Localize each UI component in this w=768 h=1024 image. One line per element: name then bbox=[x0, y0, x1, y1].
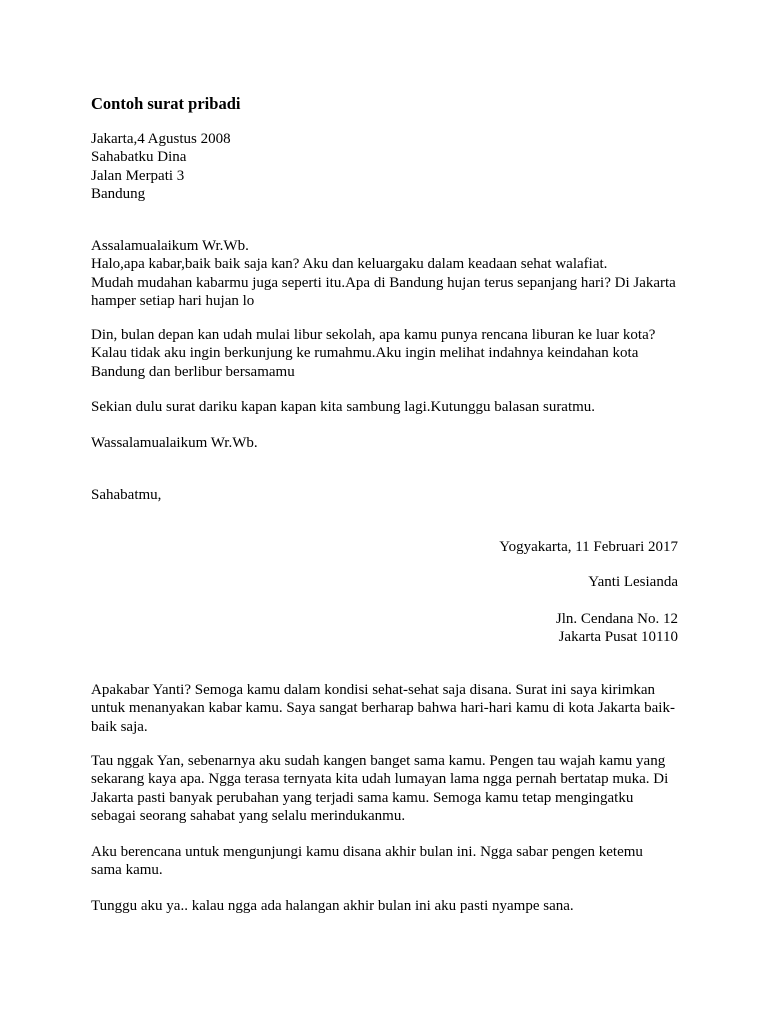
letter2-paragraph-1 bbox=[91, 681, 691, 736]
letter2-paragraph-line: Tunggu aku ya.. kalau ngga ada halangan akhir bulan ini aku pasti nyampe sana. bbox=[91, 898, 574, 914]
letter2-paragraph-line: sebagai seorang sahabat yang selalu merindukanmu. bbox=[91, 808, 406, 825]
letter1-city-line: Bandung bbox=[91, 186, 146, 203]
letter2-paragraph-line: Apakabar Yanti? Semoga kamu dalam kondisi sehat-sehat saja disana. Surat ini saya kirimkan bbox=[91, 682, 656, 698]
letter2-paragraph-2 bbox=[91, 752, 691, 826]
letter1-closing-greeting: Wassalamualaikum Wr.Wb. bbox=[91, 435, 258, 451]
letter2-paragraph-line: Tau nggak Yan, sebenarnya aku sudah kangen banget sama kamu. Pengen tau wajah kamu yang bbox=[91, 753, 666, 769]
letter1-signoff bbox=[91, 486, 691, 504]
letter1-paragraph-line: Sekian dulu surat dariku kapan kapan kita sambung lagi.Kutunggu balasan suratmu. bbox=[91, 399, 596, 415]
letter2-address bbox=[556, 610, 678, 647]
letter1-paragraph-line: Kalau tidak aku ingin berkunjung ke rumahmu.Aku ingin melihat indahnya keindahan kota bbox=[91, 345, 639, 362]
letter2-recipient bbox=[588, 573, 678, 591]
letter1-opening-line: Halo,apa kabar,baik baik saja kan? Aku dan keluargaku dalam keadaan sehat walafiat. bbox=[91, 256, 608, 273]
letter2-recipient-name: Yanti Lesianda bbox=[588, 574, 678, 590]
letter1-paragraph-3 bbox=[91, 398, 691, 416]
letter1-paragraph-2 bbox=[91, 326, 691, 381]
letter2-paragraph-line: Aku berencana untuk mengunjungi kamu disana akhir bulan ini. Ngga sabar pengen ketemu bbox=[91, 844, 643, 860]
letter2-date-line: Yogyakarta, 11 Februari 2017 bbox=[499, 539, 678, 555]
letter2-address-line: Jln. Cendana No. 12 bbox=[555, 611, 678, 627]
letter2-date bbox=[499, 538, 678, 556]
letter1-greeting: Assalamualaikum Wr.Wb. bbox=[91, 238, 249, 254]
letter1-street-line: Jalan Merpati 3 bbox=[91, 167, 185, 184]
letter2-paragraph-line: sekarang kaya apa. Ngga terasa ternyata kita udah lumayan lama ngga pernah bertatap muka. Di bbox=[91, 771, 669, 788]
letter2-paragraph-4 bbox=[91, 897, 691, 915]
letter2-address-line: Jakarta Pusat 10110 bbox=[558, 629, 678, 646]
letter1-closing bbox=[91, 434, 691, 452]
letter1-opening-line: Mudah mudahan kabarmu juga seperti itu.Apa di Bandung hujan terus sepanjang hari? Di Jakarta bbox=[91, 274, 676, 291]
letter2-paragraph-line: baik saja. bbox=[91, 718, 148, 735]
letter1-paragraph-line: Din, bulan depan kan udah mulai libur sekolah, apa kamu punya rencana liburan ke luar kota? bbox=[91, 327, 656, 343]
letter2-paragraph-3 bbox=[91, 843, 691, 880]
letter1-signoff-text: Sahabatmu, bbox=[91, 487, 162, 503]
letter1-recipient-line: Sahabatku Dina bbox=[91, 149, 187, 166]
letter2-paragraph-line: sama kamu. bbox=[91, 862, 163, 879]
letter2-paragraph-line: untuk menanyakan kabar kamu. Saya sangat berharap bahwa hari-hari kamu di kota Jakarta baik- bbox=[91, 700, 675, 717]
letter1-opening-paragraph bbox=[91, 237, 691, 311]
letter1-opening-line: hamper setiap hari hujan lo bbox=[91, 293, 255, 310]
letter2-paragraph-line: Jakarta pasti banyak perubahan yang terjadi sama kamu. Semoga kamu tetap mengingatku bbox=[91, 789, 634, 806]
document-title: Contoh surat pribadi bbox=[91, 94, 241, 113]
letter1-date-line: Jakarta,4 Agustus 2008 bbox=[91, 131, 231, 147]
letter1-paragraph-line: Bandung dan berlibur bersamamu bbox=[91, 363, 295, 380]
letter1-header bbox=[91, 130, 691, 204]
